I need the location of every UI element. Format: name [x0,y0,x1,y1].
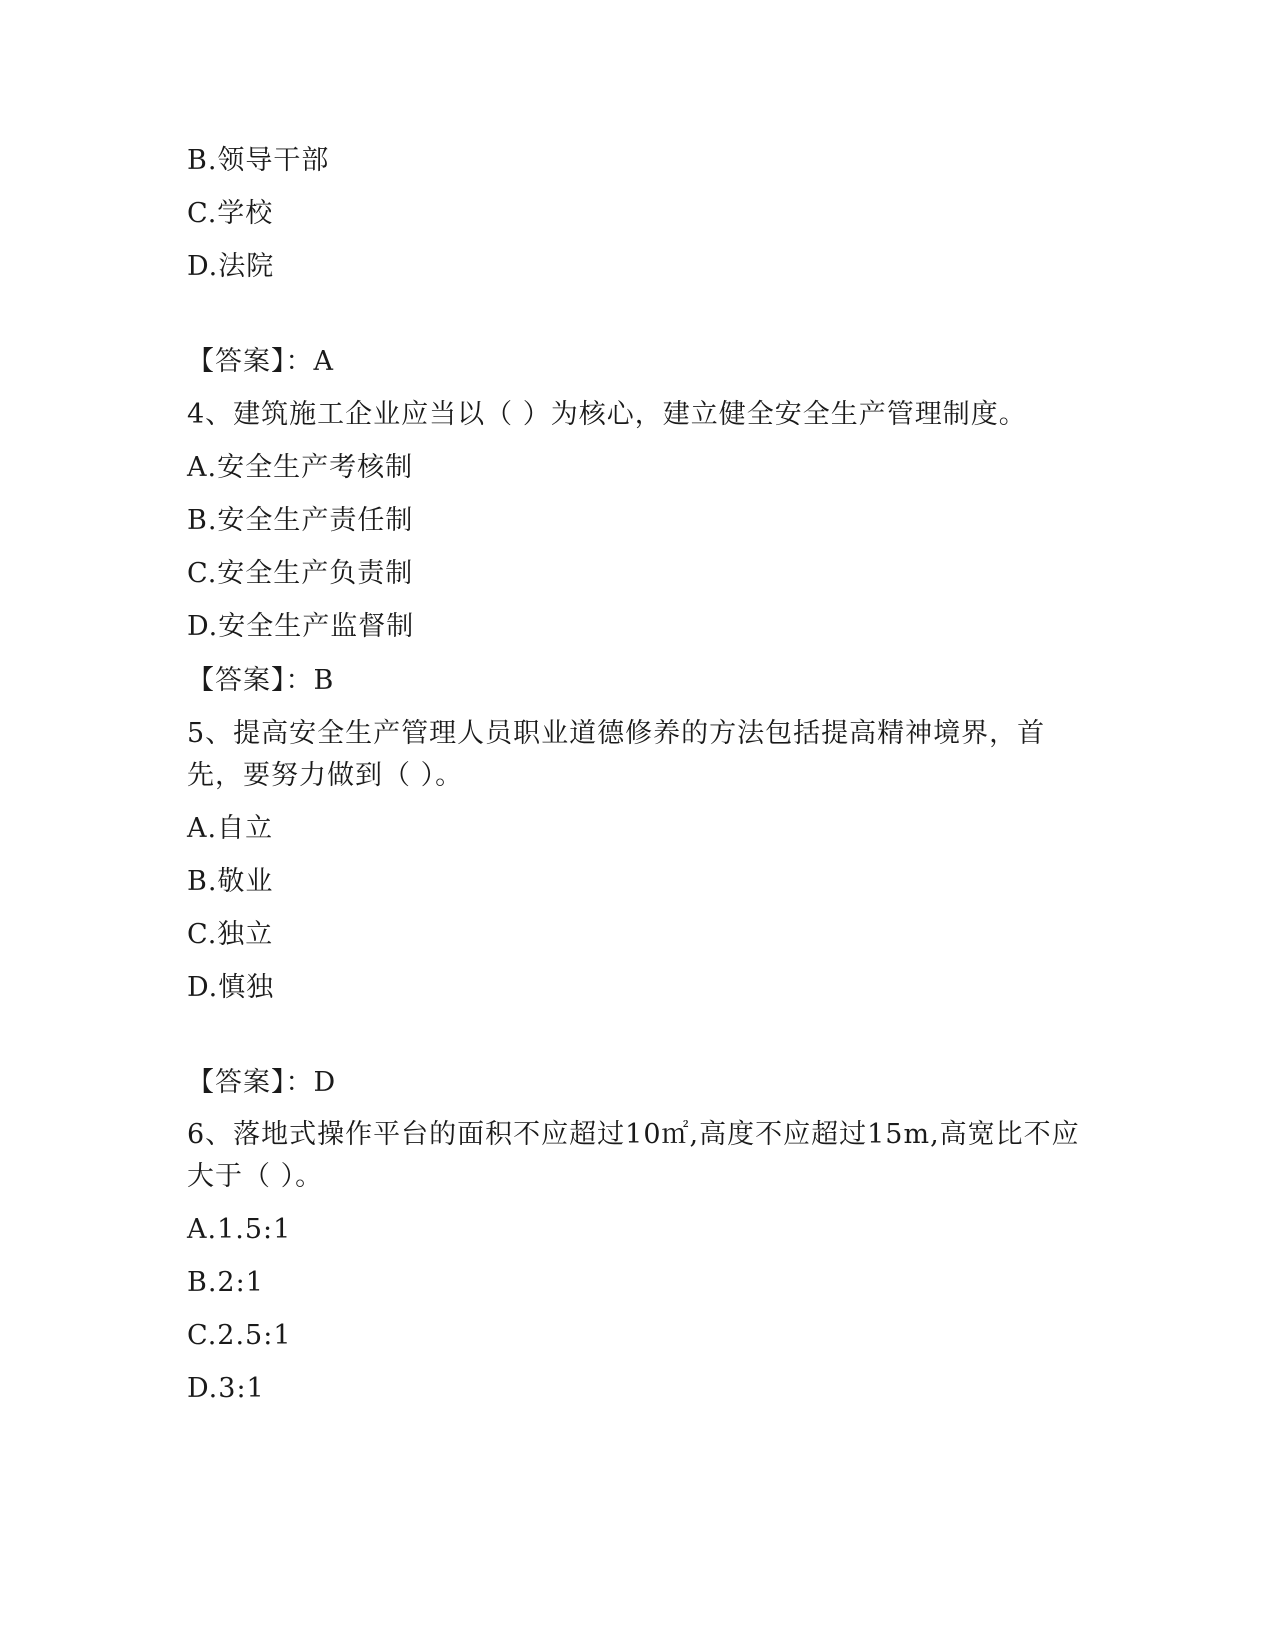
q6-option-c: C.2.5:1 [187,1320,292,1351]
q4-option-a: A.安全生产考核制 [187,452,414,483]
q3-option-d: D.法院 [187,251,275,282]
q3-option-b: B.领导干部 [187,145,330,176]
q4-option-b: B.安全生产责任制 [187,505,414,536]
q6-option-b: B.2:1 [187,1267,264,1298]
q5-option-b: B.敬业 [187,866,274,897]
q3-option-c: C.学校 [187,198,274,229]
q6-option-d: D.3:1 [187,1373,265,1404]
q5-option-c: C.独立 [187,919,274,950]
q3-answer: 【答案】：A [187,346,334,377]
q4-answer: 【答案】：B [187,665,335,696]
q6-option-a: A.1.5:1 [187,1214,292,1245]
q4-option-c: C.安全生产负责制 [187,558,414,589]
q5-option-a: A.自立 [187,813,274,844]
q5-option-d: D.慎独 [187,972,275,1003]
q4-option-d: D.安全生产监督制 [187,611,415,642]
q6-question: 6、落地式操作平台的面积不应超过10㎡,高度不应超过15m,高宽比不应大于（ ）。 [187,1119,1080,1192]
q5-question: 5、提高安全生产管理人员职业道德修养的方法包括提高精神境界，首先，要努力做到（ ）。 [187,718,1046,791]
q4-question: 4、建筑施工企业应当以（ ）为核心，建立健全安全生产管理制度。 [187,399,1027,430]
q5-answer: 【答案】：D [187,1067,337,1098]
